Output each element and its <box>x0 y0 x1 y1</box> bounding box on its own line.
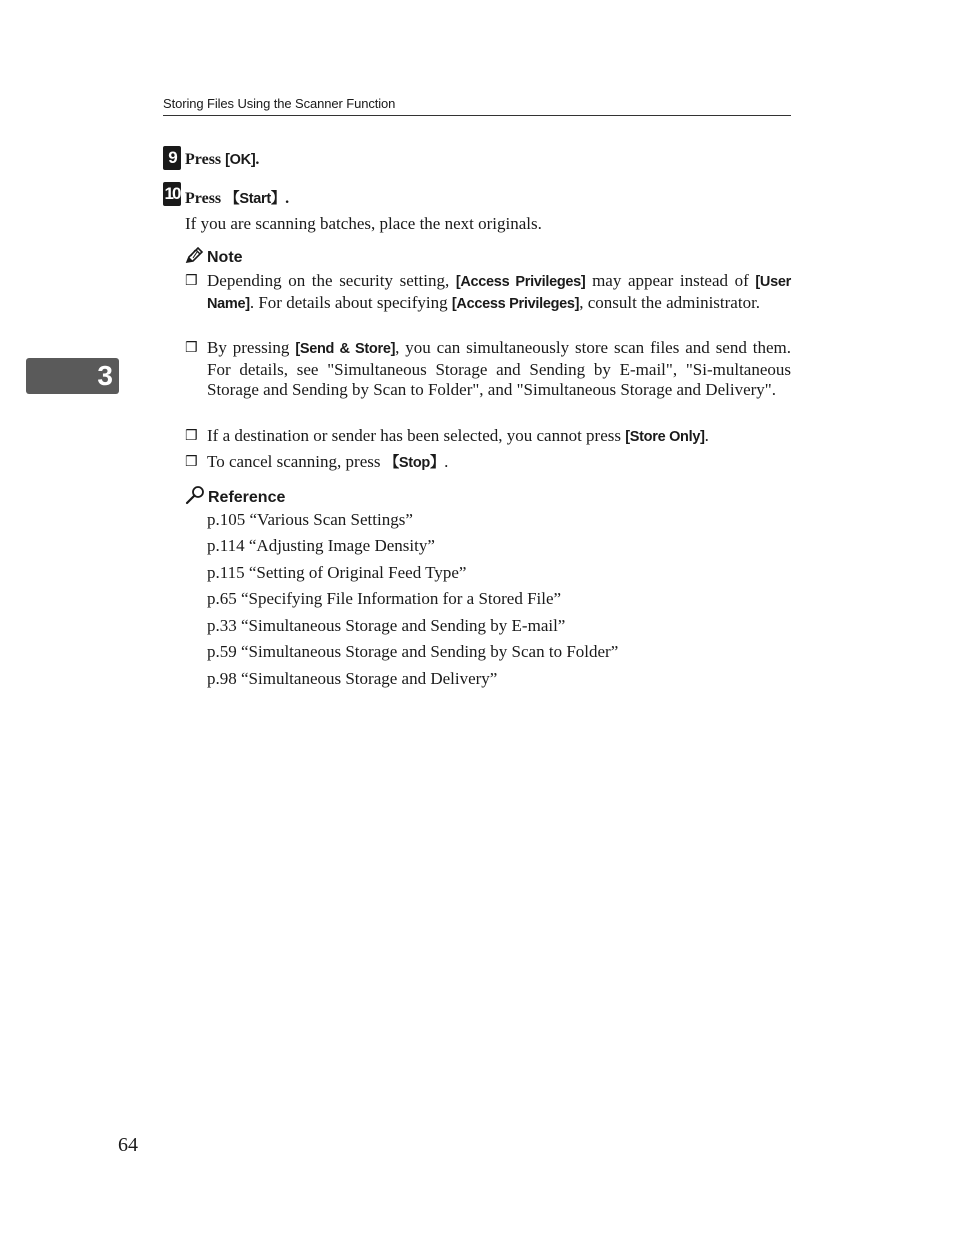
text-run: . <box>444 452 449 471</box>
text-run: , consult the administrator. <box>579 292 761 312</box>
text-run: If a destination or sender has been selected, you cannot press <box>207 426 626 445</box>
step-9-text <box>185 151 259 169</box>
ok-key: [OK] <box>225 152 256 168</box>
access-privileges-key: [Access Privileges] <box>451 295 580 312</box>
step-9-verb: Press <box>185 151 226 168</box>
text-run: To cancel scanning, press <box>207 452 385 471</box>
note-bullet-text <box>207 426 791 448</box>
note-bullet <box>185 426 791 448</box>
text-run: may appear instead of <box>585 271 756 290</box>
text-run: , you can simultaneously store scan files and send them. For details, see "Simultaneous Storage and Sending by E-mail", "Si-multaneous Storage and Sending by Scan to Folder", and "Simultaneous Storage and Delivery". <box>207 338 791 399</box>
step-10-verb: Press <box>185 190 226 207</box>
text-run: By pressing <box>207 338 296 357</box>
reference-link[interactable]: p.105 “Various Scan Settings” <box>207 510 413 529</box>
step-10-text <box>185 187 289 208</box>
reference-link[interactable]: p.98 “Simultaneous Storage and Delivery” <box>207 669 498 688</box>
note-title: Note <box>207 249 243 266</box>
note-heading <box>185 247 243 269</box>
note-bullet <box>185 452 791 474</box>
user-name-key: [User Name] <box>207 274 791 312</box>
note-bullet <box>185 271 791 314</box>
access-privileges-key: [Access Privileges] <box>455 274 586 290</box>
reference-link[interactable]: p.65 “Specifying File Information for a Stored File” <box>207 589 562 608</box>
checkbox-bullet-icon: ❒ <box>185 454 198 470</box>
step-10-description: If you are scanning batches, place the next originals. <box>185 214 542 233</box>
header-rule <box>163 115 791 116</box>
step-10-end: . <box>285 190 290 207</box>
reference-heading <box>185 485 285 510</box>
text-run: Depending on the security setting, <box>207 271 456 290</box>
note-bullet <box>185 338 791 401</box>
text-run: . For details about specifying <box>249 292 452 312</box>
step-10 <box>163 182 289 208</box>
send-store-key: [Send & Store] <box>295 341 396 357</box>
reference-title: Reference <box>208 488 286 506</box>
running-header: Storing Files Using the Scanner Function <box>163 96 396 111</box>
note-bullet-text <box>207 271 791 314</box>
checkbox-bullet-icon: ❒ <box>185 428 198 444</box>
chapter-tab: 3 <box>26 358 119 394</box>
stop-key: 【Stop】 <box>384 455 445 471</box>
step-9 <box>163 146 259 170</box>
magnifier-icon <box>185 485 208 510</box>
step-number-9: 9 <box>163 146 181 170</box>
start-key: 【Start】 <box>225 191 286 207</box>
reference-link[interactable]: p.115 “Setting of Original Feed Type” <box>207 563 467 582</box>
checkbox-bullet-icon: ❒ <box>185 273 198 289</box>
store-only-key: [Store Only] <box>625 429 705 445</box>
note-bullet-text <box>207 338 791 401</box>
pencil-icon <box>185 247 207 269</box>
page-number: 64 <box>118 1134 138 1156</box>
note-bullet-text <box>207 452 791 474</box>
step-number-10: 10 <box>163 182 181 206</box>
step-9-end: . <box>255 151 260 168</box>
reference-link[interactable]: p.59 “Simultaneous Storage and Sending by Scan to Folder” <box>207 642 619 661</box>
checkbox-bullet-icon: ❒ <box>185 340 198 356</box>
reference-link[interactable]: p.33 “Simultaneous Storage and Sending by E-mail” <box>207 616 566 635</box>
text-run: . <box>704 426 709 445</box>
reference-link[interactable]: p.114 “Adjusting Image Density” <box>207 536 435 555</box>
